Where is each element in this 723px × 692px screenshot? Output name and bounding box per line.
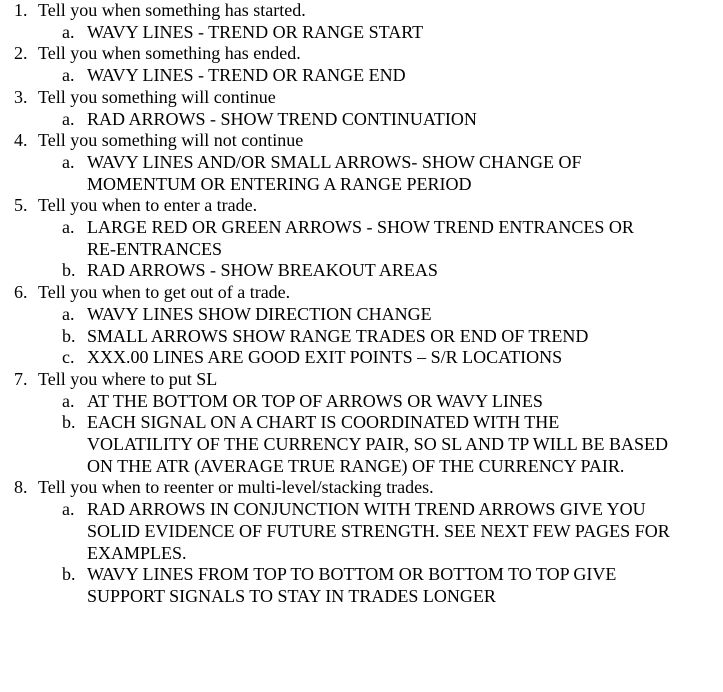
sub-item-line: AT THE BOTTOM OR TOP OF ARROWS OR WAVY LINES [87,390,543,411]
sub-list-item [0,65,723,87]
sub-item-letter: b. [62,325,76,346]
sub-item-line: WAVY LINES AND/OR SMALL ARROWS- SHOW CHANGE OF [87,151,582,172]
list-item [0,195,723,282]
sub-list-item [0,499,723,564]
sub-list-item [0,304,723,326]
sub-list-item [0,260,723,282]
sub-item-line: WAVY LINES - TREND OR RANGE START [87,21,424,42]
list-item [0,87,723,130]
item-number: 7. [14,368,28,389]
sub-item-line: WAVY LINES FROM TOP TO BOTTOM OR BOTTOM TO TOP GIVE [87,564,617,585]
sub-item-text [87,109,717,131]
sub-item-text [87,326,717,348]
item-text: Tell you when to reenter or multi-level/stacking trades. [38,477,434,498]
sub-item-line: WAVY LINES SHOW DIRECTION CHANGE [87,303,432,324]
sub-item-text [87,499,717,564]
item-text: Tell you where to put SL [38,368,218,389]
sub-item-letter: a. [62,151,75,172]
sub-item-line: SOLID EVIDENCE OF FUTURE STRENGTH. SEE NEXT FEW PAGES FOR [87,520,670,541]
sub-list-item [0,347,723,369]
item-text: Tell you something will not continue [38,130,304,151]
item-number: 1. [14,0,28,20]
sub-item-line: EXAMPLES. [87,542,187,563]
sub-item-letter: b. [62,260,76,281]
sub-list-item [0,412,723,477]
sub-item-line: MOMENTUM OR ENTERING A RANGE PERIOD [87,173,472,194]
sub-list-item [0,326,723,348]
item-text: Tell you when something has ended. [38,43,301,64]
sub-list-item [0,391,723,413]
sub-item-line: XXX.00 LINES ARE GOOD EXIT POINTS – S/R LOCATIONS [87,347,563,368]
list-item [0,369,723,478]
sub-item-line: SMALL ARROWS SHOW RANGE TRADES OR END OF TREND [87,325,589,346]
sub-item-letter: a. [62,21,75,42]
item-number: 5. [14,195,28,216]
sub-item-line: ON THE ATR (AVERAGE TRUE RANGE) OF THE CURRENCY PAIR. [87,455,625,476]
sub-item-text [87,22,717,44]
sub-item-text [87,260,717,282]
sub-list-item [0,109,723,131]
sub-item-text [87,412,717,477]
sub-item-letter: a. [62,390,75,411]
sub-item-line: RE-ENTRANCES [87,238,222,259]
sub-item-text [87,347,717,369]
sub-item-letter: a. [62,65,75,86]
sub-item-letter: a. [62,303,75,324]
item-number: 4. [14,130,28,151]
sub-item-text [87,304,717,326]
list-item [0,477,723,607]
item-text: Tell you something will continue [38,86,276,107]
item-number: 8. [14,477,28,498]
sub-item-line: EACH SIGNAL ON A CHART IS COORDINATED WITH THE [87,412,560,433]
sub-item-text [87,564,717,607]
sub-item-text [87,65,717,87]
item-text: Tell you when something has started. [38,0,306,20]
item-number: 3. [14,86,28,107]
item-number: 2. [14,43,28,64]
item-number: 6. [14,282,28,303]
sub-item-letter: a. [62,217,75,238]
sub-item-text [87,217,717,260]
sub-list-item [0,564,723,607]
sub-list-item [0,152,723,195]
sub-list-item [0,217,723,260]
sub-item-text [87,152,717,195]
sub-item-text [87,391,717,413]
sub-item-letter: b. [62,412,76,433]
sub-item-line: VOLATILITY OF THE CURRENCY PAIR, SO SL AND TP WILL BE BASED [87,434,669,455]
item-text: Tell you when to get out of a trade. [38,282,291,303]
sub-item-line: RAD ARROWS - SHOW BREAKOUT AREAS [87,260,438,281]
list-item [0,43,723,86]
sub-item-letter: a. [62,499,75,520]
sub-list-item [0,22,723,44]
item-text: Tell you when to enter a trade. [38,195,258,216]
sub-item-line: SUPPORT SIGNALS TO STAY IN TRADES LONGER [87,585,496,606]
list-item [0,130,723,195]
sub-item-line: WAVY LINES - TREND OR RANGE END [87,65,406,86]
sub-item-line: RAD ARROWS IN CONJUNCTION WITH TREND ARROWS GIVE YOU [87,499,646,520]
sub-item-line: LARGE RED OR GREEN ARROWS - SHOW TREND ENTRANCES OR [87,217,634,238]
list-item [0,282,723,369]
sub-item-line: RAD ARROWS - SHOW TREND CONTINUATION [87,108,477,129]
sub-item-letter: b. [62,564,76,585]
sub-item-letter: c. [62,347,75,368]
list-item [0,0,723,43]
sub-item-letter: a. [62,108,75,129]
